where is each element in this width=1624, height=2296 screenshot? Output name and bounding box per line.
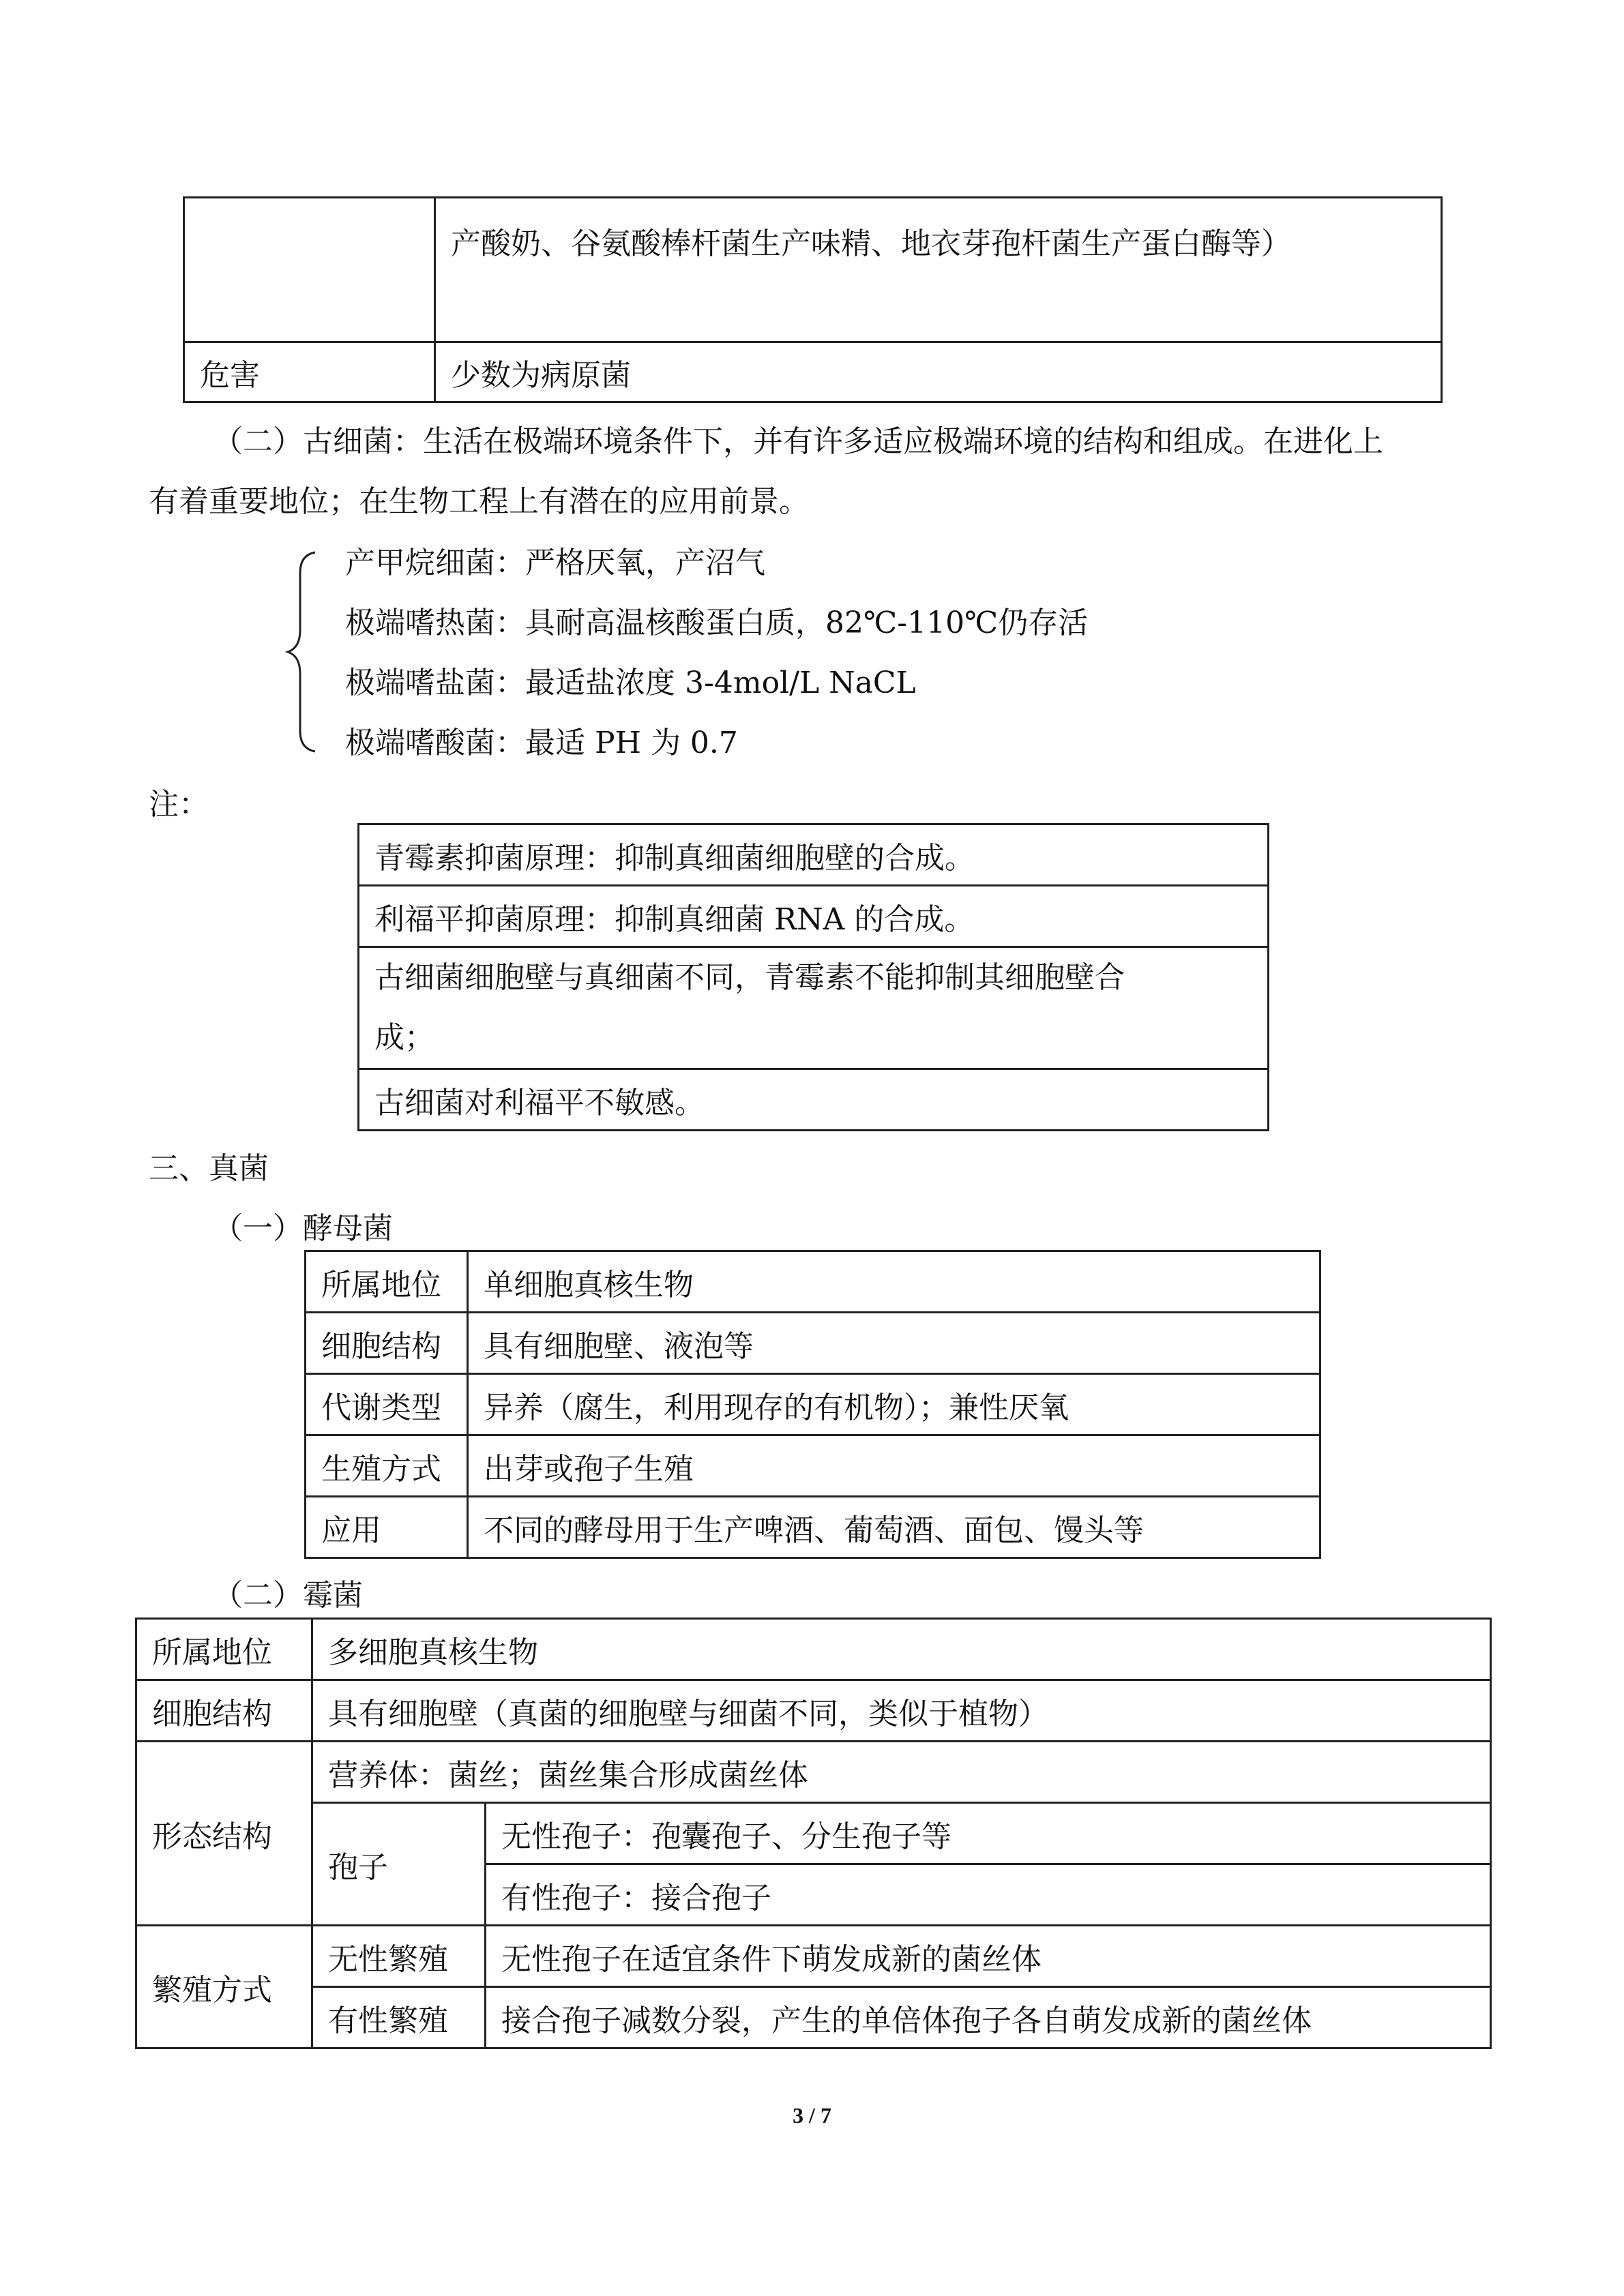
table-cell-application-cont: 产酸奶、谷氨酸棒杆菌生产味精、地衣芽孢杆菌生产蛋白酶等） <box>435 198 1442 342</box>
yeast-label-reproduction: 生殖方式 <box>306 1435 468 1497</box>
archaea-paragraph-line1: （二）古细菌：生活在极端环境条件下，并有许多适应极端环境的结构和组成。在进化上 <box>213 424 1383 459</box>
mold-table <box>135 1617 1492 2049</box>
yeast-text-metabolism: 异养（腐生，利用现存的有机物）；兼性厌氧 <box>468 1374 1320 1435</box>
subheading-yeast: （一）酵母菌 <box>213 1211 393 1246</box>
curly-brace-icon <box>285 550 326 754</box>
mold-label-sexual-repro: 有性繁殖 <box>312 1987 486 2048</box>
archaea-type-thermophile: 极端嗜热菌：具耐高温核酸蛋白质，82℃-110℃仍存活 <box>345 606 1089 640</box>
page-number: 3 / 7 <box>793 2103 831 2128</box>
mold-label-reproduction: 繁殖方式 <box>136 1926 312 2048</box>
table-cell-empty <box>184 198 435 342</box>
note-archaea-wall: 古细菌细胞壁与真细菌不同，青霉素不能抑制其细胞壁合 成； <box>359 947 1269 1069</box>
mold-text-sexual-repro: 接合孢子减数分裂，产生的单倍体孢子各自萌发成新的菌丝体 <box>486 1987 1491 2048</box>
archaea-type-halophile: 极端嗜盐菌：最适盐浓度 3-4mol/L NaCL <box>345 666 916 700</box>
yeast-text-reproduction: 出芽或孢子生殖 <box>468 1435 1320 1497</box>
note-archaea-rifampicin: 古细菌对利福平不敏感。 <box>359 1069 1269 1131</box>
archaea-type-acidophile: 极端嗜酸菌：最适 PH 为 0.7 <box>345 726 738 760</box>
note-label: 注： <box>149 787 209 822</box>
mold-label-status: 所属地位 <box>136 1619 312 1680</box>
mold-text-vegetative: 营养体：菌丝；菌丝集合形成菌丝体 <box>312 1742 1491 1803</box>
mold-text-asexual-repro: 无性孢子在适宜条件下萌发成新的菌丝体 <box>486 1926 1491 1987</box>
mold-text-sexual-spore: 有性孢子：接合孢子 <box>486 1864 1491 1926</box>
mold-text-status: 多细胞真核生物 <box>312 1619 1491 1680</box>
mold-text-asexual-spore: 无性孢子：孢囊孢子、分生孢子等 <box>486 1803 1491 1864</box>
mold-label-spore: 孢子 <box>312 1803 486 1926</box>
table-cell-harm-label: 危害 <box>184 342 435 402</box>
yeast-text-status: 单细胞真核生物 <box>468 1251 1320 1313</box>
archaea-type-methanogen: 产甲烷细菌：严格厌氧，产沼气 <box>345 546 765 580</box>
table-cell-harm-text: 少数为病原菌 <box>435 342 1442 402</box>
yeast-text-application: 不同的酵母用于生产啤酒、葡萄酒、面包、馒头等 <box>468 1497 1320 1558</box>
mold-label-structure: 细胞结构 <box>136 1680 312 1742</box>
yeast-label-metabolism: 代谢类型 <box>306 1374 468 1435</box>
archaea-paragraph-line2: 有着重要地位；在生物工程上有潜在的应用前景。 <box>149 484 809 519</box>
yeast-label-status: 所属地位 <box>306 1251 468 1313</box>
yeast-text-structure: 具有细胞壁、液泡等 <box>468 1313 1320 1374</box>
section-heading-fungi: 三、真菌 <box>149 1151 269 1186</box>
mold-label-asexual-repro: 无性繁殖 <box>312 1926 486 1987</box>
subheading-mold: （二）霉菌 <box>213 1578 363 1613</box>
note-table <box>357 823 1269 1131</box>
yeast-label-structure: 细胞结构 <box>306 1313 468 1374</box>
yeast-table <box>304 1250 1321 1559</box>
note-penicillin: 青霉素抑菌原理：抑制真细菌细胞壁的合成。 <box>359 824 1269 886</box>
note-rifampicin: 利福平抑菌原理：抑制真细菌 RNA 的合成。 <box>359 886 1269 947</box>
bacteria-table-continued <box>183 196 1443 403</box>
mold-text-structure: 具有细胞壁（真菌的细胞壁与细菌不同，类似于植物） <box>312 1680 1491 1742</box>
yeast-label-application: 应用 <box>306 1497 468 1558</box>
mold-label-morphology: 形态结构 <box>136 1742 312 1926</box>
